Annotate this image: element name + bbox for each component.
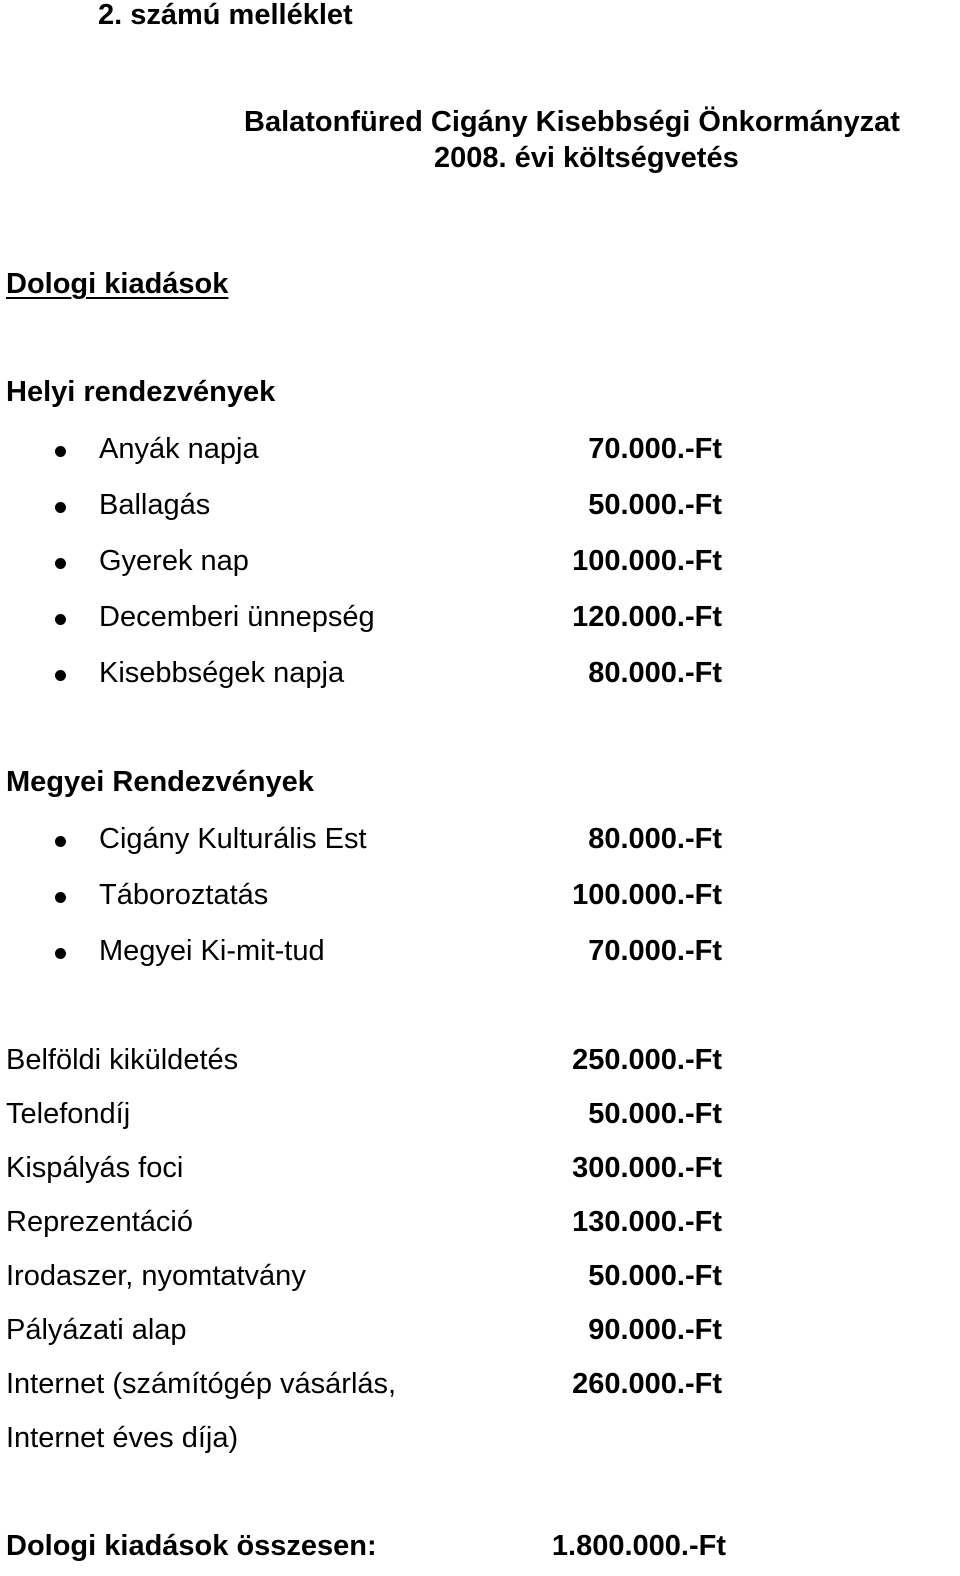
row-label: Telefondíj — [6, 1098, 131, 1130]
row-amount: 130.000.-Ft — [572, 1206, 722, 1238]
row-label: Belföldi kiküldetés — [6, 1044, 239, 1076]
item-label: Cigány Kulturális Est — [99, 823, 367, 855]
row-label: Internet éves díja) — [6, 1422, 239, 1454]
item-amount: 70.000.-Ft — [588, 935, 722, 967]
bullet-icon — [55, 614, 66, 625]
item-label: Ballagás — [99, 489, 211, 521]
item-label: Táboroztatás — [99, 879, 269, 911]
bullet-icon — [55, 892, 66, 903]
bullet-icon — [55, 670, 66, 681]
item-label: Gyerek nap — [99, 545, 249, 577]
item-amount: 50.000.-Ft — [588, 489, 722, 521]
item-label: Decemberi ünnepség — [99, 601, 375, 633]
local-events-heading: Helyi rendezvények — [6, 376, 276, 408]
item-label: Megyei Ki-mit-tud — [99, 935, 325, 967]
item-amount: 100.000.-Ft — [572, 879, 722, 911]
bullet-icon — [55, 836, 66, 847]
item-amount: 120.000.-Ft — [572, 601, 722, 633]
row-label: Kispályás foci — [6, 1152, 184, 1184]
item-amount: 100.000.-Ft — [572, 545, 722, 577]
row-amount: 300.000.-Ft — [572, 1152, 722, 1184]
total-amount: 1.800.000.-Ft — [551, 1530, 726, 1562]
total-label: Dologi kiadások összesen: — [6, 1530, 377, 1562]
item-label: Kisebbségek napja — [99, 657, 345, 689]
item-amount: 80.000.-Ft — [588, 823, 722, 855]
row-label: Reprezentáció — [6, 1206, 193, 1238]
row-label: Irodaszer, nyomtatvány — [6, 1260, 306, 1292]
document-title: Balatonfüred Cigány Kisebbségi Önkormányzat — [244, 106, 900, 138]
bullet-icon — [55, 558, 66, 569]
document-subtitle: 2008. évi költségvetés — [434, 142, 739, 174]
bullet-icon — [55, 446, 66, 457]
item-amount: 80.000.-Ft — [588, 657, 722, 689]
annex-label: 2. számú melléklet — [98, 0, 353, 31]
bullet-icon — [55, 502, 66, 513]
item-amount: 70.000.-Ft — [588, 433, 722, 465]
row-amount: 90.000.-Ft — [588, 1314, 722, 1346]
row-label: Pályázati alap — [6, 1314, 187, 1346]
county-events-heading: Megyei Rendezvények — [6, 766, 314, 798]
row-label: Internet (számítógép vásárlás, — [6, 1368, 397, 1400]
row-amount: 50.000.-Ft — [588, 1098, 722, 1130]
row-amount: 260.000.-Ft — [572, 1368, 722, 1400]
section-heading: Dologi kiadások — [6, 268, 229, 300]
bullet-icon — [55, 948, 66, 959]
row-amount: 250.000.-Ft — [572, 1044, 722, 1076]
item-label: Anyák napja — [99, 433, 259, 465]
row-amount: 50.000.-Ft — [588, 1260, 722, 1292]
